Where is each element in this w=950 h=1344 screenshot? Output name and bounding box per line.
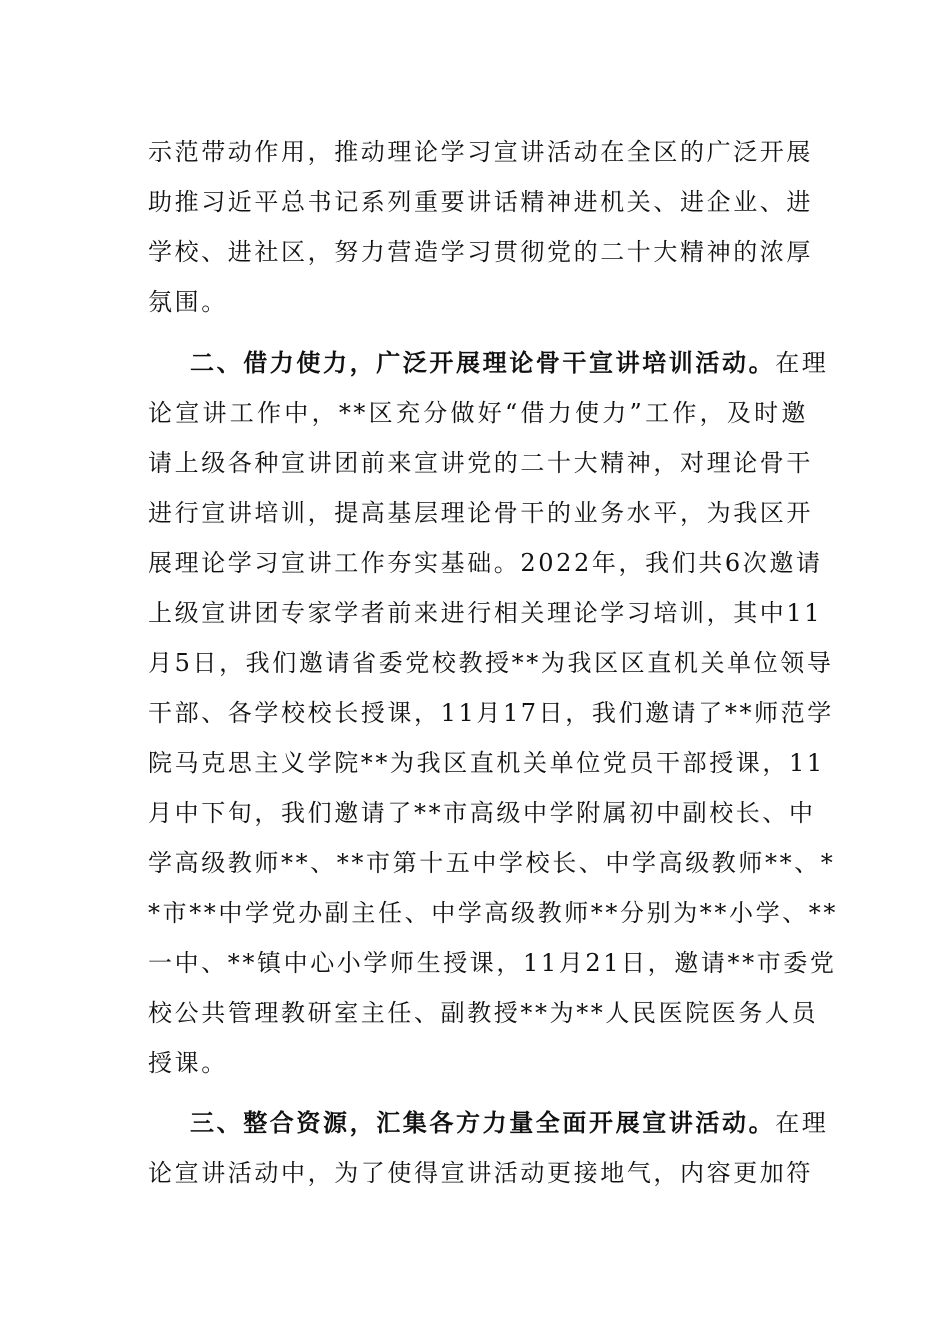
paragraph-line: 上级宣讲团专家学者前来进行相关理论学习培训，其中11 <box>148 599 823 627</box>
paragraph-line: 月5日，我们邀请省委党校教授**为我区区直机关单位领导 <box>148 649 834 677</box>
section-3-heading: 三、整合资源，汇集各方力量全面开展宣讲活动。 <box>190 1108 776 1137</box>
section-2-heading: 二、借力使力，广泛开展理论骨干宣讲培训活动。 <box>190 348 776 377</box>
section-3-first-line <box>190 1103 829 1143</box>
paragraph-line: 月中下旬，我们邀请了**市高级中学附属初中副校长、中 <box>148 799 816 827</box>
paragraph-line: 学高级教师**、**市第十五中学校长、中学高级教师**、* <box>148 849 836 877</box>
paragraph-line: 示范带动作用，推动理论学习宣讲活动在全区的广泛开展 <box>148 138 813 166</box>
paragraph-line: *市**中学党办副主任、中学高级教师**分别为**小学、** <box>148 899 838 927</box>
paragraph-line: 院马克思主义学院**为我区直机关单位党员干部授课，11 <box>148 749 825 777</box>
paragraph-line: 授课。 <box>148 1049 228 1077</box>
paragraph-line: 干部、各学校校长授课，11月17日，我们邀请了**师范学 <box>148 699 834 727</box>
paragraph-line: 展理论学习宣讲工作夯实基础。2022年，我们共6次邀请 <box>148 549 823 577</box>
paragraph-line: 一中、**镇中心小学师生授课，11月21日，邀请**市委党 <box>148 949 837 977</box>
paragraph-line: 校公共管理教研室主任、副教授**为**人民医院医务人员 <box>148 999 819 1027</box>
paragraph-line: 氛围。 <box>148 288 228 316</box>
paragraph-line: 论宣讲活动中，为了使得宣讲活动更接地气，内容更加符 <box>148 1159 813 1187</box>
section-2-first-line-text: 在理 <box>775 349 829 377</box>
paragraph-line: 论宣讲工作中，**区充分做好“借力使力”工作，及时邀 <box>148 399 808 427</box>
paragraph-line: 学校、进社区，努力营造学习贯彻党的二十大精神的浓厚 <box>148 238 813 266</box>
section-3-first-line-text: 在理 <box>775 1109 829 1137</box>
section-2-first-line <box>190 343 829 383</box>
paragraph-line: 请上级各种宣讲团前来宣讲党的二十大精神，对理论骨干 <box>148 449 813 477</box>
paragraph-line: 进行宣讲培训，提高基层理论骨干的业务水平，为我区开 <box>148 499 813 527</box>
paragraph-line: 助推习近平总书记系列重要讲话精神进机关、进企业、进 <box>148 188 813 216</box>
